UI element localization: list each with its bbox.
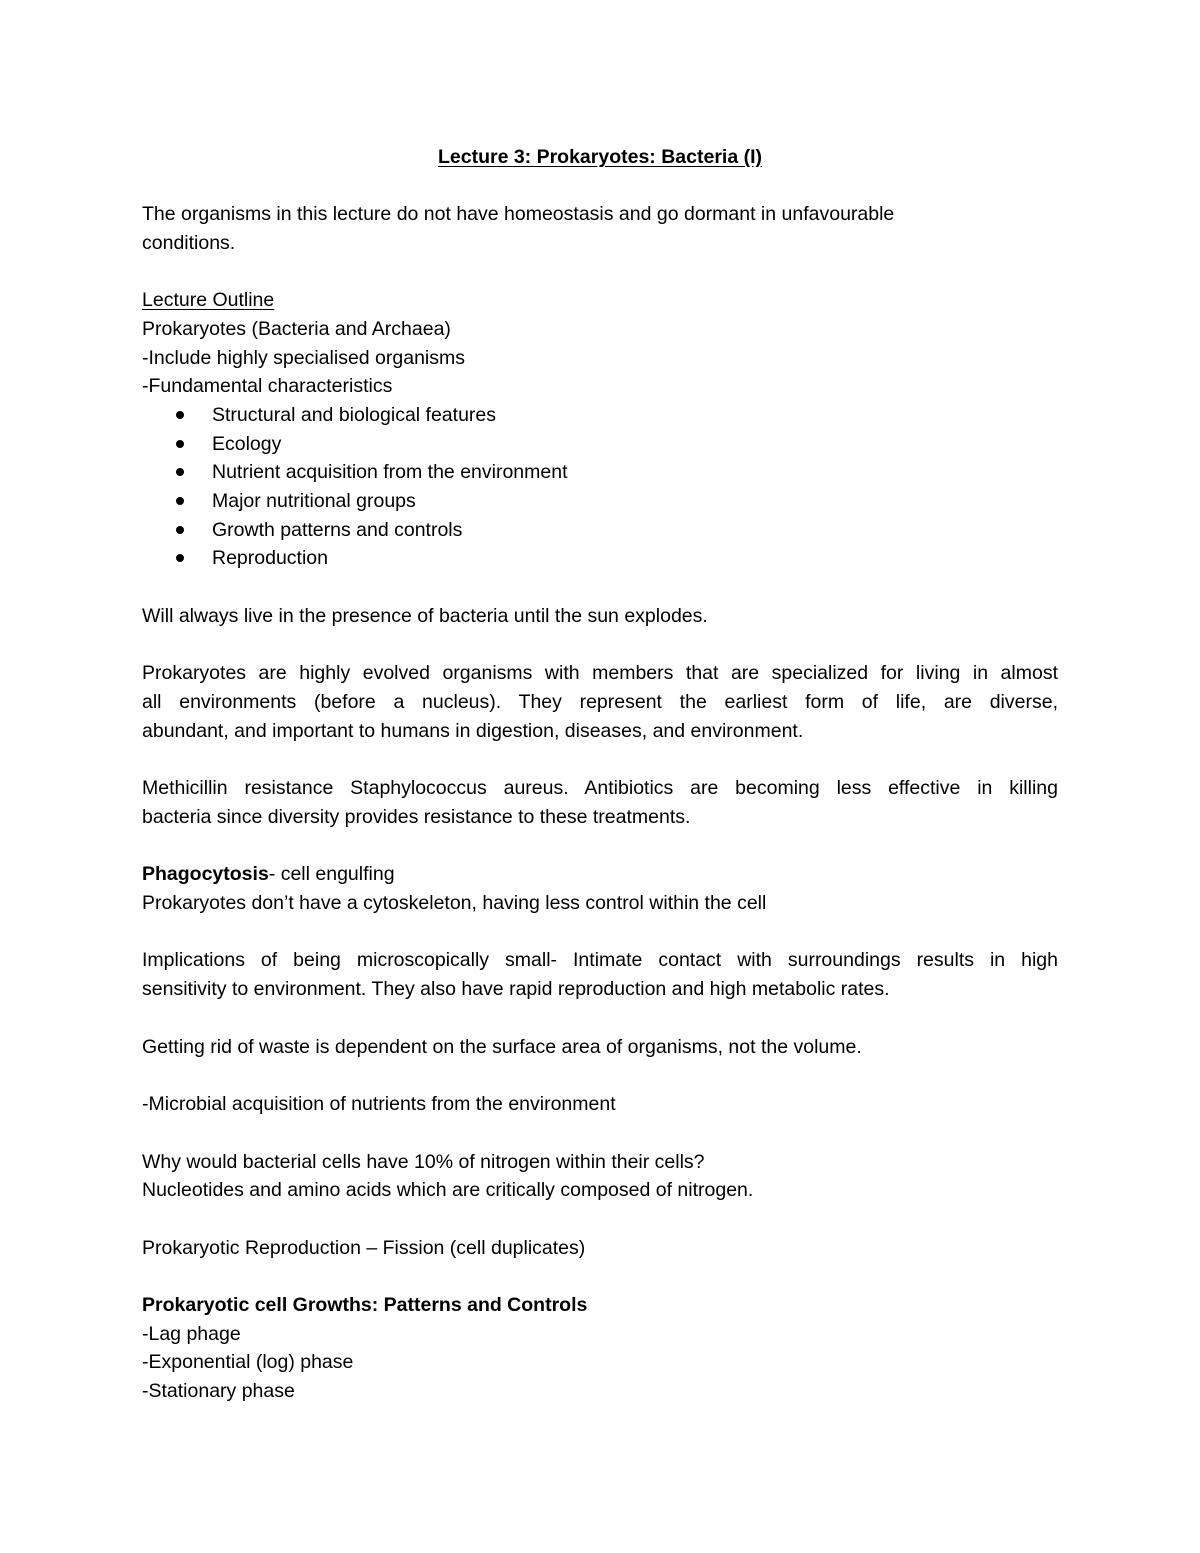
- bullet-text: Ecology: [212, 433, 282, 455]
- title-text: Lecture 3: Prokaryotes: Bacteria (I): [437, 146, 763, 168]
- growth-phase: -Exponential (log) phase: [142, 1351, 354, 1373]
- bullet-icon: [176, 411, 184, 419]
- mrsa-paragraph-line: Methicillin resistance Staphylococcus aureus. Antibiotics are becoming less effective in killing: [142, 777, 1058, 799]
- nitrogen-question: Why would bacterial cells have 10% of nitrogen within their cells?: [142, 1151, 705, 1173]
- bullet-icon: [176, 526, 184, 534]
- prokaryotes-paragraph-line: Prokaryotes are highly evolved organisms with members that are specialized for living in almost: [142, 662, 1058, 684]
- outline-bullet: [212, 544, 1058, 573]
- bullet-text: Growth patterns and controls: [212, 519, 463, 541]
- outline-heading: [142, 286, 1058, 315]
- implications-paragraph-line: sensitivity to environment. They also have rapid reproduction and high metabolic rates.: [142, 978, 890, 1000]
- prokaryotes-paragraph-line: abundant, and important to humans in digestion, diseases, and environment.: [142, 720, 804, 742]
- microbial-acquisition-line: -Microbial acquisition of nutrients from the environment: [142, 1093, 616, 1115]
- outline-line: Prokaryotes (Bacteria and Archaea): [142, 318, 451, 340]
- page-title: [142, 143, 1058, 172]
- bullet-text: Nutrient acquisition from the environment: [212, 461, 568, 483]
- growth-phase: -Lag phage: [142, 1323, 241, 1345]
- outline-bullet: [212, 458, 1058, 487]
- outline-bullet: [212, 516, 1058, 545]
- bullet-icon: [176, 468, 184, 476]
- growth-phase: -Stationary phase: [142, 1380, 295, 1402]
- phagocytosis-term: Phagocytosis: [142, 863, 269, 885]
- outline-line: -Include highly specialised organisms: [142, 347, 465, 369]
- bullet-icon: [176, 497, 184, 505]
- bullet-text: Reproduction: [212, 547, 328, 569]
- growth-heading: Prokaryotic cell Growths: Patterns and Controls: [142, 1294, 588, 1316]
- implications-paragraph-line: Implications of being microscopically small- Intimate contact with surroundings results in high: [142, 949, 1058, 971]
- bullet-icon: [176, 554, 184, 562]
- waste-sentence: Getting rid of waste is dependent on the surface area of organisms, not the volume.: [142, 1036, 862, 1058]
- outline-line: -Fundamental characteristics: [142, 375, 393, 397]
- phagocytosis-line: [142, 860, 1058, 889]
- bullet-text: Structural and biological features: [212, 404, 496, 426]
- cytoskeleton-note: Prokaryotes don’t have a cytoskeleton, having less control within the cell: [142, 892, 767, 914]
- bullet-text: Major nutritional groups: [212, 490, 416, 512]
- outline-heading-text: Lecture Outline: [142, 289, 275, 311]
- intro-line-1: The organisms in this lecture do not have homeostasis and go dormant in unfavourable: [142, 203, 895, 225]
- bullet-icon: [176, 440, 184, 448]
- outline-bullet: [212, 430, 1058, 459]
- outline-bullet: [212, 401, 1058, 430]
- nitrogen-answer: Nucleotides and amino acids which are critically composed of nitrogen.: [142, 1179, 754, 1201]
- reproduction-line: Prokaryotic Reproduction – Fission (cell duplicates): [142, 1237, 586, 1259]
- phagocytosis-definition: - cell engulfing: [268, 863, 395, 885]
- sun-sentence: Will always live in the presence of bacteria until the sun explodes.: [142, 605, 708, 627]
- intro-line-2: conditions.: [142, 232, 236, 254]
- prokaryotes-paragraph-line: all environments (before a nucleus). They represent the earliest form of life, are diverse,: [142, 691, 1058, 713]
- mrsa-paragraph-line: bacteria since diversity provides resistance to these treatments.: [142, 806, 691, 828]
- outline-bullet: [212, 487, 1058, 516]
